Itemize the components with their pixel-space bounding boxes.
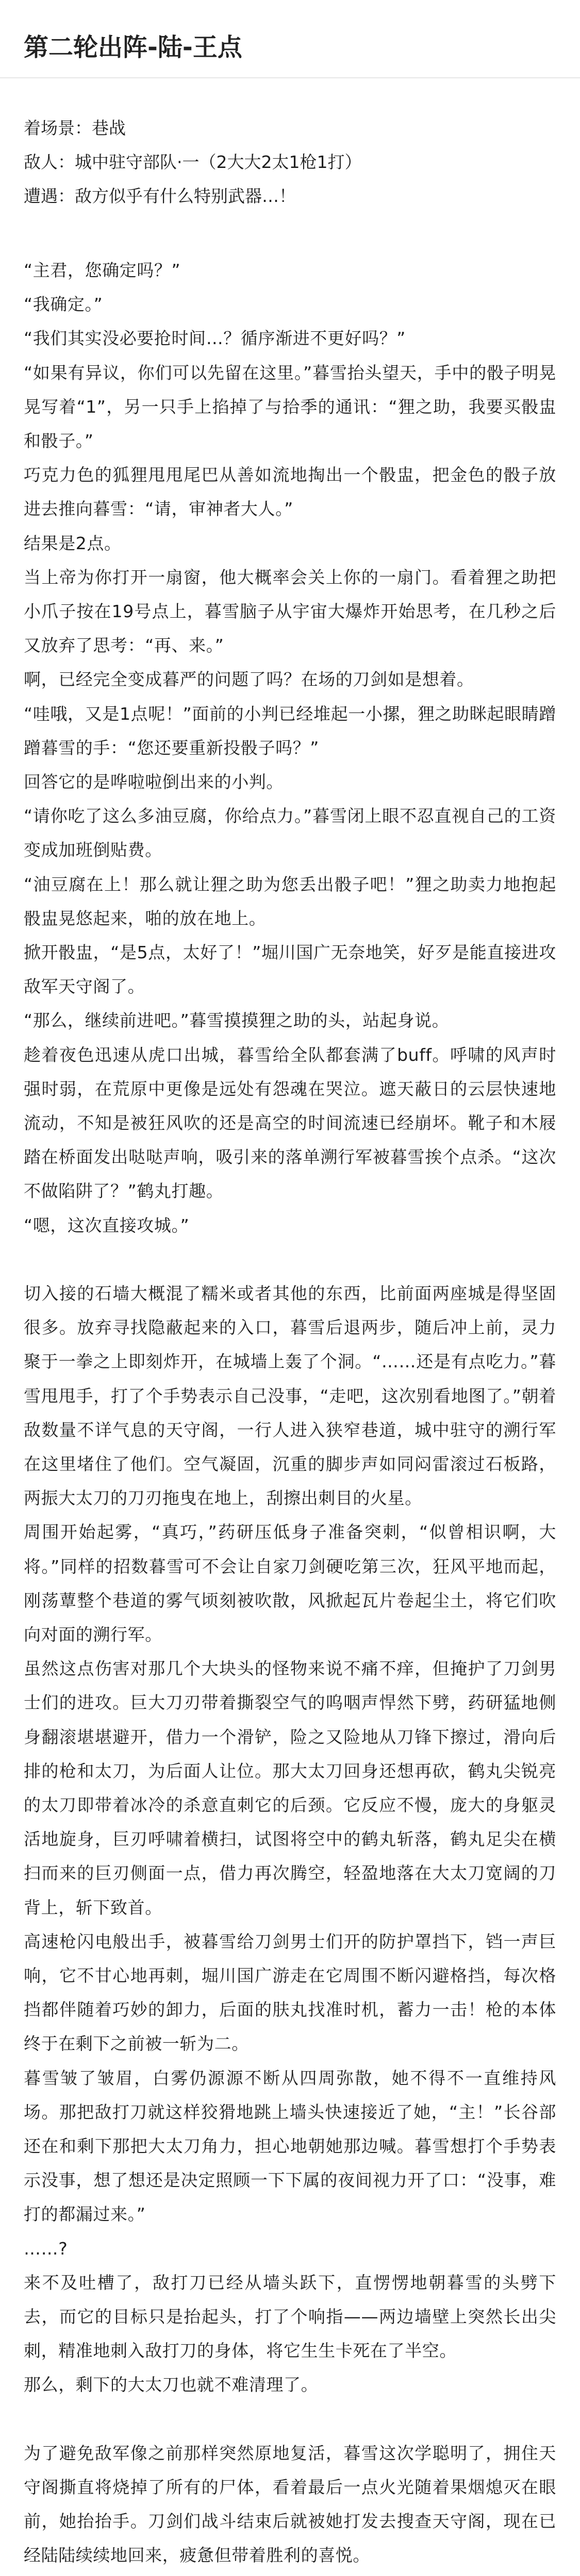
story-paragraph: 当上帝为你打开一扇窗，他大概率会关上你的一扇门。看着狸之助把小爪子按在19号点上，暮雪脑子从宇宙大爆炸开始思考，在几秒之后又放弃了思考：“再、来。” [24, 567, 556, 656]
story-paragraph: 周围开始起雾，“真巧，”药研压低身子准备突刺，“似曾相识啊，大将。”同样的招数暮雪可不会让自家刀剑硬吃第三次，狂风平地而起，刚荡蕈整个巷道的雾气顷刻被吹散，风掀起瓦片卷起尘土，将它们吹向对面的溯行军。 [24, 1522, 556, 1645]
story-paragraph: 掀开骰盅，“是5点，太好了！”堀川国广无奈地笑，好歹是能直接进攻敌军天守阁了。 [24, 942, 556, 997]
story-paragraph: 趁着夜色迅速从虎口出城，暮雪给全队都套满了buff。呼啸的风声时强时弱，在荒原中更像是远处有怨魂在哭泣。遮天蔽日的云层快速地流动，不知是被狂风吹的还是高空的时间流速已经崩坏。靴子和木屐踏在桥面发出哒哒声响，吸引来的落单溯行军被暮雪挨个点杀。“这次不做陷阱了？”鹤丸打趣。 [24, 1044, 556, 1201]
story-paragraph: “请你吃了这么多油豆腐，你给点力。”暮雪闭上眼不忍直视自己的工资变成加班倒贴费。 [24, 806, 556, 860]
meta-block [24, 111, 556, 213]
title-divider [0, 77, 580, 78]
meta-enemy: 敌人：城中驻守部队·一（2大大2太1枪1打） [24, 152, 362, 172]
story-paragraph: “我确定。” [24, 294, 103, 315]
paragraph-gap [24, 2402, 556, 2436]
meta-scene: 着场景：巷战 [24, 118, 126, 138]
story-paragraph: “哇哦，又是1点呢！”面前的小判已经堆起一小摞，狸之助眯起眼睛蹭蹭暮雪的手：“您还要重新投骰子吗？” [24, 703, 556, 758]
story-paragraph: 暮雪皱了皱眉，白雾仍源源不断从四周弥散，她不得不一直维持风场。那把敌打刀就这样狡猾地跳上墙头快速接近了她，“主！”长谷部还在和剩下那把大太刀角力，担心地朝她那边喊。暮雪想打个手势表示没事，想了想还是决定照顾一下下属的夜间视力开了口：“没事，难打的都漏过来。” [24, 2067, 556, 2225]
story-paragraph: 来不及吐槽了，敌打刀已经从墙头跃下，直愣愣地朝暮雪的头劈下去，而它的目标只是抬起头，打了个响指——两边墙壁上突然长出尖刺，精准地刺入敌打刀的身体，将它生生卡死在了半空。 [24, 2272, 556, 2361]
story-paragraph [24, 2572, 556, 2576]
story-paragraph: 啊，已经完全变成暮严的问题了吗？在场的刀剑如是想着。 [24, 669, 474, 690]
story-paragraph: “如果有异议，你们可以先留在这里。”暮雪抬头望天，手中的骰子明晃晃写着“1”，另一只手上掐掉了与拾季的通讯：“狸之助，我要买骰盅和骰子。” [24, 362, 556, 451]
meta-encounter: 遭遇：敌方似乎有什么特别武器…！ [24, 186, 296, 206]
story-paragraph: “那么，继续前进吧。”暮雪摸摸狸之助的头，站起身说。 [24, 1010, 450, 1031]
page-title: 第二轮出阵-陆-王点 [24, 33, 242, 62]
story-paragraph: 虽然这点伤害对那几个大块头的怪物来说不痛不痒，但掩护了刀剑男士们的进攻。巨大刀刃带着撕裂空气的呜咽声悍然下劈，药研猛地侧身翻滚堪堪避开，借力一个滑铲，险之又险地从刀锋下擦过，滑向后排的枪和太刀，为后面人让位。那大太刀回身还想再砍，鹤丸尖锐亮的太刀即带着冰冷的杀意直刺它的后颈。它反应不慢，庞大的身躯灵活地旋身，巨刃呼啸着横扫，试图将空中的鹤丸斩落，鹤丸足尖在横扫而来的巨刃侧面一点，借力再次腾空，轻盈地落在大太刀宽阔的刀背上，斩下致首。 [24, 1658, 556, 1918]
document [24, 0, 556, 2576]
story-paragraph: “主君，您确定吗？” [24, 260, 181, 280]
story-paragraph: 切入接的石墙大概混了糯米或者其他的东西，比前面两座城是得坚固很多。放弃寻找隐蔽起来的入口，暮雪后退两步，随后冲上前，灵力聚于一拳之上即刻炸开，在城墙上轰了个洞。“……还是有点吃力。”暮雪甩甩手，打了个手势表示自己没事，“走吧，这次别看地图了。”朝着敌数量不详气息的天守阁，一行人进入狭窄巷道，城中驻守的溯行军在这里堵住了他们。空气凝固，沉重的脚步声如同闷雷滚过石板路，两振大太刀的刀刃拖曳在地上，刮擦出刺目的火星。 [24, 1283, 556, 1509]
story-paragraph: 那么，剩下的大太刀也就不难清理了。 [24, 2375, 319, 2395]
story-paragraph: 回答它的是哗啦啦倒出来的小判。 [24, 772, 284, 792]
story-paragraph: ……? [24, 2238, 68, 2259]
paragraph-gap [24, 1243, 556, 1277]
story-paragraph: 巧克力色的狐狸甩甩尾巴从善如流地掏出一个骰盅，把金色的骰子放进去推向暮雪：“请，审神者大人。” [24, 465, 556, 519]
story-paragraph: “我们其实没必要抢时间…？循序渐进不更好吗？” [24, 328, 406, 349]
story-paragraph: 为了避免敌军像之前那样突然原地复活，暮雪这次学聪明了，拥住天守阁撕直将烧掉了所有的尸体，看着最后一点火光随着果烟熄灭在眼前，她抬抬手。刀剑们战斗结束后就被她打发去搜查天守阁，现在已经陆陆续续地回来，疲惫但带着胜利的喜悦。 [24, 2443, 556, 2566]
story-paragraph: 结果是2点。 [24, 533, 122, 553]
story-paragraph: 高速枪闪电般出手，被暮雪给刀剑男士们开的防护罩挡下，铛一声巨响，它不甘心地再刺，堀川国广游走在它周围不断闪避格挡，每次格挡都伴随着巧妙的卸力，后面的肤丸找准时机，蓄力一击！枪的本体终于在剩下之前被一斩为二。 [24, 1931, 556, 2054]
story-paragraph: “嗯，这次直接攻城。” [24, 1215, 190, 1235]
story-paragraph: “油豆腐在上！那么就让狸之助为您丢出骰子吧！”狸之助卖力地抱起骰盅晃悠起来，啪的放在地上。 [24, 874, 556, 928]
story-body [24, 253, 556, 2576]
